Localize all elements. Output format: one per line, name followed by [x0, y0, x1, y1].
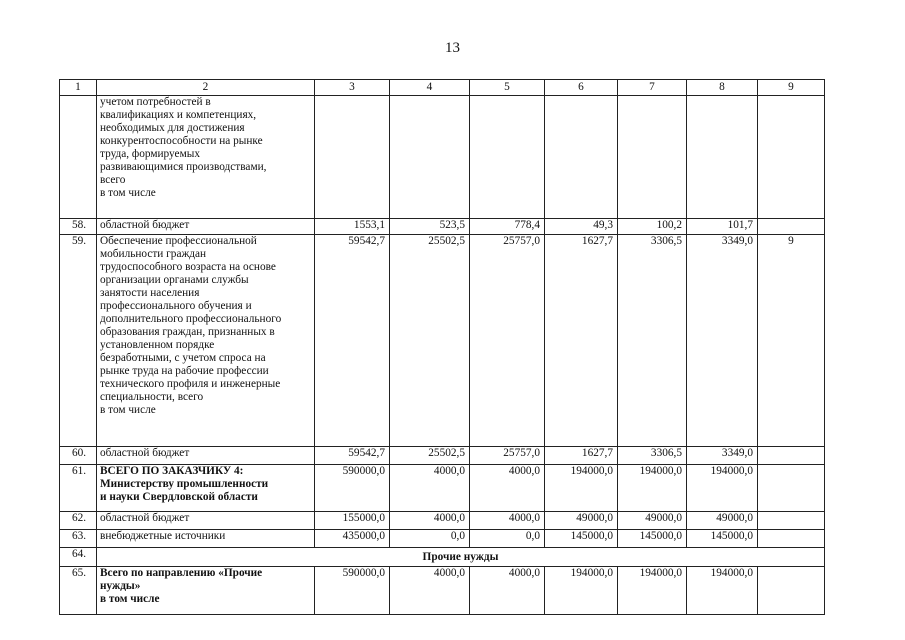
header-cell-6: 6	[545, 80, 618, 96]
value-col-5: 25757,0	[470, 447, 545, 465]
value-col-9	[758, 447, 825, 465]
row-number: 63.	[60, 530, 97, 548]
table-row	[60, 96, 825, 219]
value-col-3: 59542,7	[315, 235, 390, 447]
value-col-4: 4000,0	[390, 465, 470, 512]
value-col-8	[687, 96, 758, 219]
table-row	[60, 567, 825, 615]
row-description: учетом потребностей в квалификациях и компетенциях, необходимых для достижения конкурентоспособности на рынке труда, формируемых развивающимися производствами, всего в том числе	[97, 96, 315, 219]
header-cell-9: 9	[758, 80, 825, 96]
table-row	[60, 530, 825, 548]
value-col-7: 49000,0	[618, 512, 687, 530]
table-row	[60, 548, 825, 567]
budget-table	[59, 79, 825, 615]
value-col-9	[758, 567, 825, 615]
value-col-7: 194000,0	[618, 465, 687, 512]
value-col-5: 778,4	[470, 219, 545, 235]
value-col-4: 4000,0	[390, 567, 470, 615]
value-col-7: 194000,0	[618, 567, 687, 615]
value-col-9	[758, 465, 825, 512]
value-col-7: 100,2	[618, 219, 687, 235]
value-col-5: 4000,0	[470, 567, 545, 615]
row-number: 60.	[60, 447, 97, 465]
row-number: 58.	[60, 219, 97, 235]
row-number	[60, 96, 97, 219]
value-col-6: 194000,0	[545, 465, 618, 512]
row-number: 62.	[60, 512, 97, 530]
value-col-8: 49000,0	[687, 512, 758, 530]
row-description: областной бюджет	[97, 512, 315, 530]
value-col-8: 194000,0	[687, 567, 758, 615]
header-cell-2: 2	[97, 80, 315, 96]
value-col-6: 194000,0	[545, 567, 618, 615]
header-cell-4: 4	[390, 80, 470, 96]
value-col-3: 590000,0	[315, 567, 390, 615]
header-cell-5: 5	[470, 80, 545, 96]
value-col-3: 590000,0	[315, 465, 390, 512]
section-heading: Прочие нужды	[97, 548, 825, 567]
value-col-8: 101,7	[687, 219, 758, 235]
value-col-9: 9	[758, 235, 825, 447]
row-number: 61.	[60, 465, 97, 512]
row-description: Обеспечение профессиональной мобильности граждан трудоспособного возраста на основе организации органами службы занятости населения профессионального обучения и дополнительного профессионального образования граждан, признанных в установленном порядке безработными, с учетом спроса на рынке труда на рабочие профессии технического профиля и инженерные специальности, всего в том числе	[97, 235, 315, 447]
value-col-7: 3306,5	[618, 447, 687, 465]
value-col-9	[758, 530, 825, 548]
value-col-7: 3306,5	[618, 235, 687, 447]
value-col-9	[758, 96, 825, 219]
value-col-9	[758, 512, 825, 530]
table-row	[60, 235, 825, 447]
value-col-4: 0,0	[390, 530, 470, 548]
row-description: областной бюджет	[97, 447, 315, 465]
value-col-5	[470, 96, 545, 219]
row-description: ВСЕГО ПО ЗАКАЗЧИКУ 4: Министерству промышленности и науки Свердловской области	[97, 465, 315, 512]
value-col-6: 49,3	[545, 219, 618, 235]
value-col-3: 1553,1	[315, 219, 390, 235]
value-col-8: 194000,0	[687, 465, 758, 512]
row-number: 64.	[60, 548, 97, 567]
row-description: внебюджетные источники	[97, 530, 315, 548]
value-col-6: 145000,0	[545, 530, 618, 548]
header-cell-1: 1	[60, 80, 97, 96]
table-row	[60, 219, 825, 235]
value-col-4: 25502,5	[390, 447, 470, 465]
table-header-row	[60, 80, 825, 96]
header-cell-7: 7	[618, 80, 687, 96]
value-col-4: 523,5	[390, 219, 470, 235]
value-col-6	[545, 96, 618, 219]
row-description: областной бюджет	[97, 219, 315, 235]
value-col-5: 4000,0	[470, 465, 545, 512]
value-col-6: 49000,0	[545, 512, 618, 530]
value-col-5: 4000,0	[470, 512, 545, 530]
value-col-8: 3349,0	[687, 235, 758, 447]
value-col-9	[758, 219, 825, 235]
value-col-6: 1627,7	[545, 235, 618, 447]
page-number: 13	[445, 40, 460, 56]
value-col-3: 435000,0	[315, 530, 390, 548]
value-col-8: 3349,0	[687, 447, 758, 465]
value-col-7: 145000,0	[618, 530, 687, 548]
header-cell-8: 8	[687, 80, 758, 96]
value-col-5: 0,0	[470, 530, 545, 548]
table-row	[60, 465, 825, 512]
value-col-4: 4000,0	[390, 512, 470, 530]
row-number: 65.	[60, 567, 97, 615]
value-col-3: 155000,0	[315, 512, 390, 530]
header-cell-3: 3	[315, 80, 390, 96]
value-col-3	[315, 96, 390, 219]
value-col-5: 25757,0	[470, 235, 545, 447]
value-col-7	[618, 96, 687, 219]
row-number: 59.	[60, 235, 97, 447]
row-description: Всего по направлению «Прочие нужды» в том числе	[97, 567, 315, 615]
table-row	[60, 512, 825, 530]
value-col-4	[390, 96, 470, 219]
value-col-3: 59542,7	[315, 447, 390, 465]
value-col-8: 145000,0	[687, 530, 758, 548]
table-row	[60, 447, 825, 465]
value-col-4: 25502,5	[390, 235, 470, 447]
value-col-6: 1627,7	[545, 447, 618, 465]
